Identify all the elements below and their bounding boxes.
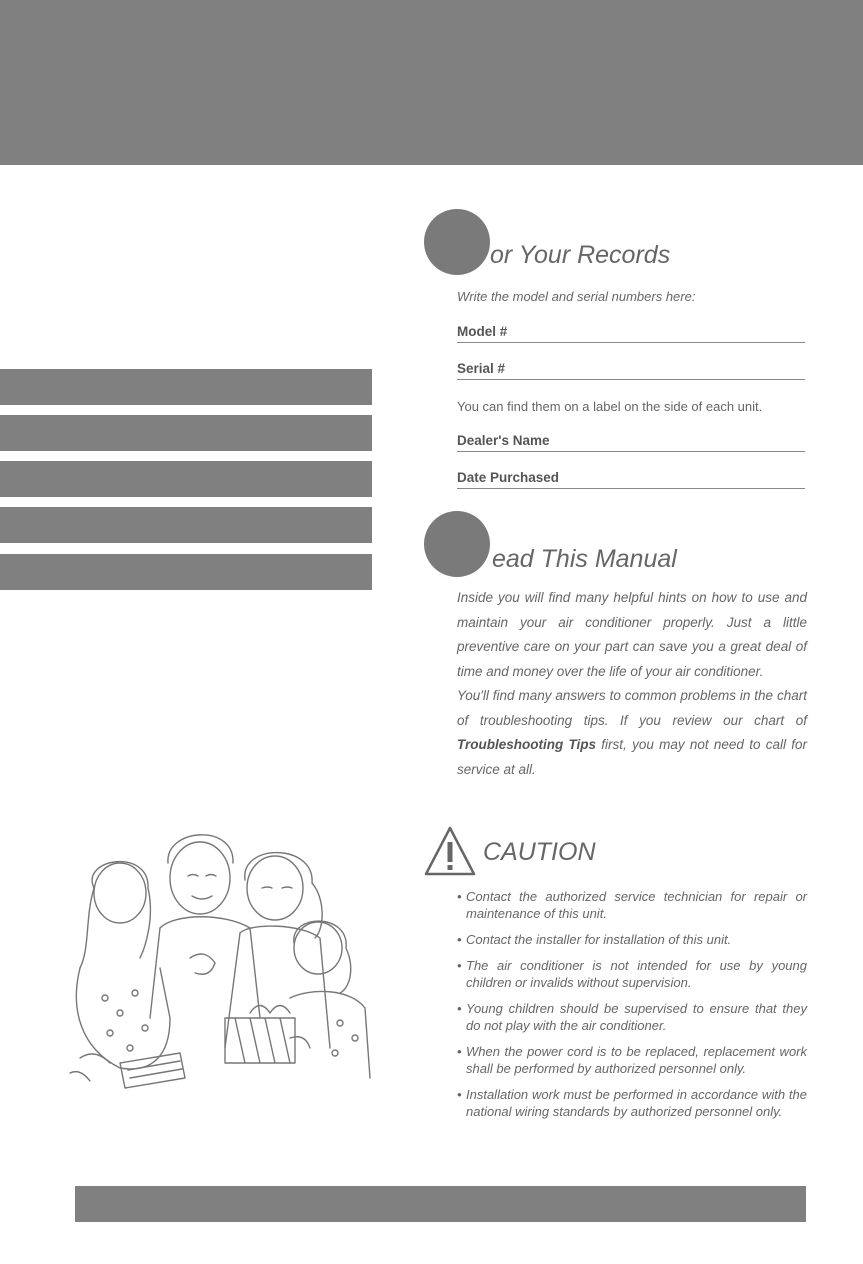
model-field [457, 324, 805, 343]
header-band [0, 0, 863, 165]
warning-triangle-icon [424, 826, 476, 876]
caution-item: • Installation work must be performed in accordance with the national wiring standards by authorized personnel only. [457, 1086, 807, 1120]
serial-label: Serial # [457, 361, 506, 376]
caution-item: • When the power cord is to be replaced, replacement work shall be performed by authorized personnel only. [457, 1043, 807, 1077]
caution-title: CAUTION [483, 838, 596, 866]
troubleshooting-tips-ref: Troubleshooting Tips [457, 737, 597, 752]
manual-p2-start: You'll find many answers to common problems in the chart of troubleshooting tips. If you review our chart of [457, 688, 807, 728]
left-decor-bar-3 [0, 461, 372, 497]
manual-p2-end: first, you may not need to call for service at all. [457, 737, 808, 777]
manual-body [457, 586, 807, 782]
label-location-note: You can find them on a label on the side of each unit. [457, 399, 763, 414]
left-decor-bar-4 [0, 507, 372, 543]
family-illustration [50, 818, 380, 1098]
model-label: Model # [457, 324, 508, 339]
manual-title: ead This Manual [492, 545, 677, 573]
date-label: Date Purchased [457, 470, 560, 485]
dealer-field [457, 433, 805, 452]
date-field [457, 470, 805, 489]
footer-band [75, 1186, 806, 1222]
manual-paragraph-1: Inside you will find many helpful hints on how to use and maintain your air conditioner properly. Just a little preventive care on your part can save you a great deal of time and money over the life of your air conditioner. [457, 590, 807, 679]
dealer-label: Dealer's Name [457, 433, 550, 448]
left-decor-bar-5 [0, 554, 372, 590]
caution-item: • Contact the installer for installation of this unit. [457, 931, 807, 948]
manual-drop-cap-circle [424, 511, 490, 577]
serial-field [457, 361, 805, 380]
left-decor-bar-1 [0, 369, 372, 405]
left-decor-bar-2 [0, 415, 372, 451]
caution-item: • Young children should be supervised to ensure that they do not play with the air conditioner. [457, 1000, 807, 1034]
records-drop-cap-circle [424, 209, 490, 275]
records-hint: Write the model and serial numbers here: [457, 289, 696, 304]
records-title: or Your Records [490, 241, 671, 269]
caution-list [457, 888, 807, 1129]
caution-item: • The air conditioner is not intended for use by young children or invalids without supervision. [457, 957, 807, 991]
manual-paragraph-2 [457, 684, 807, 782]
caution-item: • Contact the authorized service technician for repair or maintenance of this unit. [457, 888, 807, 922]
